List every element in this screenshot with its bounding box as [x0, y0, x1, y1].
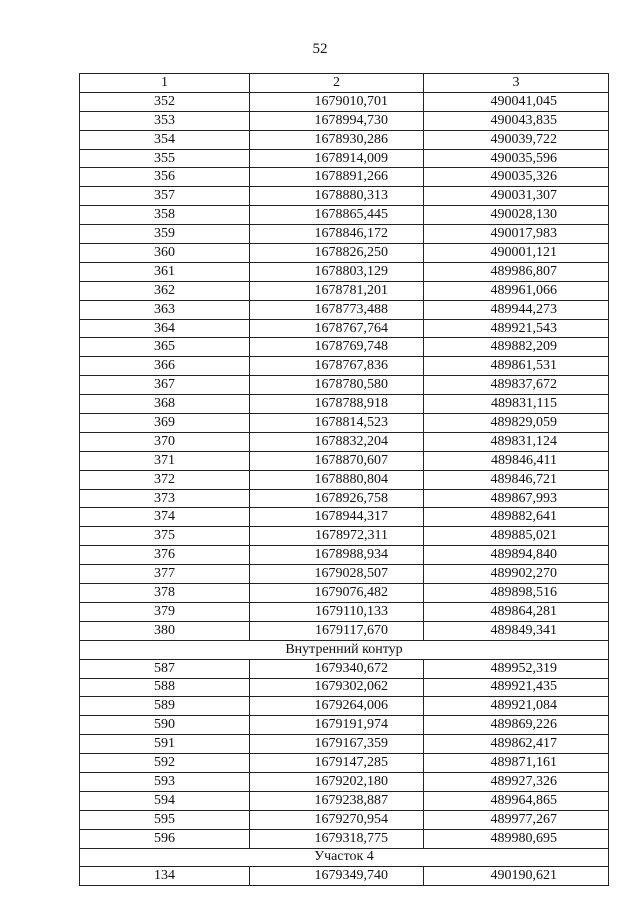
x-coordinate-cell: 1678846,172 — [250, 225, 424, 244]
x-coordinate-cell: 1679270,954 — [250, 810, 424, 829]
table-row — [80, 489, 609, 508]
x-coordinate-cell: 1678826,250 — [250, 244, 424, 263]
table-row — [80, 225, 609, 244]
table-row — [80, 716, 609, 735]
table-row — [80, 338, 609, 357]
point-number-cell: 368 — [80, 395, 250, 414]
x-coordinate-cell: 1679318,775 — [250, 829, 424, 848]
x-coordinate-cell: 1678972,311 — [250, 527, 424, 546]
column-header: 1 — [80, 74, 250, 93]
y-coordinate-cell: 489871,161 — [424, 754, 609, 773]
y-coordinate-cell: 490035,326 — [424, 168, 609, 187]
x-coordinate-cell: 1679167,359 — [250, 735, 424, 754]
point-number-cell: 356 — [80, 168, 250, 187]
point-number-cell: 374 — [80, 508, 250, 527]
point-number-cell: 357 — [80, 187, 250, 206]
table-header-row — [80, 74, 609, 93]
x-coordinate-cell: 1678880,313 — [250, 187, 424, 206]
x-coordinate-cell: 1678767,764 — [250, 319, 424, 338]
y-coordinate-cell: 489921,084 — [424, 697, 609, 716]
y-coordinate-cell: 490043,835 — [424, 111, 609, 130]
table-row — [80, 130, 609, 149]
y-coordinate-cell: 489829,059 — [424, 414, 609, 433]
point-number-cell: 364 — [80, 319, 250, 338]
x-coordinate-cell: 1678814,523 — [250, 414, 424, 433]
x-coordinate-cell: 1678988,934 — [250, 546, 424, 565]
y-coordinate-cell: 489861,531 — [424, 357, 609, 376]
y-coordinate-cell: 490031,307 — [424, 187, 609, 206]
x-coordinate-cell: 1679028,507 — [250, 565, 424, 584]
point-number-cell: 354 — [80, 130, 250, 149]
x-coordinate-cell: 1678880,804 — [250, 470, 424, 489]
column-header: 3 — [424, 74, 609, 93]
section-row — [80, 848, 609, 867]
x-coordinate-cell: 1678769,748 — [250, 338, 424, 357]
table-row — [80, 829, 609, 848]
table-row — [80, 621, 609, 640]
x-coordinate-cell: 1679010,701 — [250, 92, 424, 111]
table-row — [80, 300, 609, 319]
x-coordinate-cell: 1679264,006 — [250, 697, 424, 716]
table-row — [80, 754, 609, 773]
y-coordinate-cell: 489977,267 — [424, 810, 609, 829]
point-number-cell: 373 — [80, 489, 250, 508]
y-coordinate-cell: 489927,326 — [424, 772, 609, 791]
y-coordinate-cell: 489849,341 — [424, 621, 609, 640]
y-coordinate-cell: 489902,270 — [424, 565, 609, 584]
table-row — [80, 451, 609, 470]
table-row — [80, 810, 609, 829]
y-coordinate-cell: 489831,124 — [424, 432, 609, 451]
point-number-cell: 371 — [80, 451, 250, 470]
y-coordinate-cell: 489885,021 — [424, 527, 609, 546]
x-coordinate-cell: 1678767,836 — [250, 357, 424, 376]
x-coordinate-cell: 1678773,488 — [250, 300, 424, 319]
point-number-cell: 593 — [80, 772, 250, 791]
table-row — [80, 92, 609, 111]
table-row — [80, 262, 609, 281]
table-row — [80, 659, 609, 678]
point-number-cell: 355 — [80, 149, 250, 168]
point-number-cell: 379 — [80, 602, 250, 621]
table-row — [80, 791, 609, 810]
x-coordinate-cell: 1678926,758 — [250, 489, 424, 508]
point-number-cell: 365 — [80, 338, 250, 357]
point-number-cell: 362 — [80, 281, 250, 300]
x-coordinate-cell: 1679110,133 — [250, 602, 424, 621]
table-row — [80, 508, 609, 527]
y-coordinate-cell: 490190,621 — [424, 867, 609, 886]
x-coordinate-cell: 1678891,266 — [250, 168, 424, 187]
point-number-cell: 353 — [80, 111, 250, 130]
table-row — [80, 584, 609, 603]
table-row — [80, 678, 609, 697]
point-number-cell: 360 — [80, 244, 250, 263]
table-row — [80, 602, 609, 621]
point-number-cell: 134 — [80, 867, 250, 886]
x-coordinate-cell: 1678994,730 — [250, 111, 424, 130]
x-coordinate-cell: 1678781,201 — [250, 281, 424, 300]
x-coordinate-cell: 1678944,317 — [250, 508, 424, 527]
y-coordinate-cell: 490001,121 — [424, 244, 609, 263]
y-coordinate-cell: 489846,411 — [424, 451, 609, 470]
y-coordinate-cell: 490039,722 — [424, 130, 609, 149]
table-row — [80, 187, 609, 206]
table-row — [80, 697, 609, 716]
point-number-cell: 367 — [80, 376, 250, 395]
point-number-cell: 589 — [80, 697, 250, 716]
x-coordinate-cell: 1678914,009 — [250, 149, 424, 168]
table-row — [80, 206, 609, 225]
y-coordinate-cell: 489952,319 — [424, 659, 609, 678]
point-number-cell: 358 — [80, 206, 250, 225]
x-coordinate-cell: 1679076,482 — [250, 584, 424, 603]
x-coordinate-cell: 1679202,180 — [250, 772, 424, 791]
point-number-cell: 359 — [80, 225, 250, 244]
table-row — [80, 527, 609, 546]
x-coordinate-cell: 1679349,740 — [250, 867, 424, 886]
table-row — [80, 168, 609, 187]
point-number-cell: 363 — [80, 300, 250, 319]
y-coordinate-cell: 489921,435 — [424, 678, 609, 697]
y-coordinate-cell: 489898,516 — [424, 584, 609, 603]
y-coordinate-cell: 489964,865 — [424, 791, 609, 810]
point-number-cell: 380 — [80, 621, 250, 640]
x-coordinate-cell: 1679147,285 — [250, 754, 424, 773]
y-coordinate-cell: 489862,417 — [424, 735, 609, 754]
y-coordinate-cell: 490035,596 — [424, 149, 609, 168]
point-number-cell: 595 — [80, 810, 250, 829]
y-coordinate-cell: 489867,993 — [424, 489, 609, 508]
section-row — [80, 640, 609, 659]
y-coordinate-cell: 489961,066 — [424, 281, 609, 300]
point-number-cell: 590 — [80, 716, 250, 735]
y-coordinate-cell: 489921,543 — [424, 319, 609, 338]
section-title: Внутренний контур — [80, 640, 609, 659]
table-row — [80, 149, 609, 168]
x-coordinate-cell: 1678788,918 — [250, 395, 424, 414]
point-number-cell: 369 — [80, 414, 250, 433]
x-coordinate-cell: 1679340,672 — [250, 659, 424, 678]
y-coordinate-cell: 489986,807 — [424, 262, 609, 281]
table-row — [80, 432, 609, 451]
x-coordinate-cell: 1679191,974 — [250, 716, 424, 735]
table-row — [80, 244, 609, 263]
x-coordinate-cell: 1678865,445 — [250, 206, 424, 225]
table-row — [80, 319, 609, 338]
point-number-cell: 352 — [80, 92, 250, 111]
table-body — [80, 92, 609, 885]
point-number-cell: 588 — [80, 678, 250, 697]
x-coordinate-cell: 1678870,607 — [250, 451, 424, 470]
point-number-cell: 596 — [80, 829, 250, 848]
x-coordinate-cell: 1679302,062 — [250, 678, 424, 697]
table-row — [80, 111, 609, 130]
y-coordinate-cell: 490028,130 — [424, 206, 609, 225]
x-coordinate-cell: 1679117,670 — [250, 621, 424, 640]
point-number-cell: 594 — [80, 791, 250, 810]
point-number-cell: 378 — [80, 584, 250, 603]
y-coordinate-cell: 489869,226 — [424, 716, 609, 735]
x-coordinate-cell: 1678780,580 — [250, 376, 424, 395]
y-coordinate-cell: 489831,115 — [424, 395, 609, 414]
y-coordinate-cell: 489837,672 — [424, 376, 609, 395]
y-coordinate-cell: 489980,695 — [424, 829, 609, 848]
table-row — [80, 565, 609, 584]
point-number-cell: 376 — [80, 546, 250, 565]
x-coordinate-cell: 1678832,204 — [250, 432, 424, 451]
point-number-cell: 375 — [80, 527, 250, 546]
point-number-cell: 366 — [80, 357, 250, 376]
x-coordinate-cell: 1679238,887 — [250, 791, 424, 810]
point-number-cell: 361 — [80, 262, 250, 281]
table-row — [80, 376, 609, 395]
point-number-cell: 372 — [80, 470, 250, 489]
point-number-cell: 592 — [80, 754, 250, 773]
y-coordinate-cell: 489864,281 — [424, 602, 609, 621]
table-row — [80, 414, 609, 433]
table-row — [80, 281, 609, 300]
point-number-cell: 591 — [80, 735, 250, 754]
table-row — [80, 546, 609, 565]
table-row — [80, 470, 609, 489]
x-coordinate-cell: 1678930,286 — [250, 130, 424, 149]
section-title: Участок 4 — [80, 848, 609, 867]
point-number-cell: 587 — [80, 659, 250, 678]
table-row — [80, 735, 609, 754]
y-coordinate-cell: 490017,983 — [424, 225, 609, 244]
table-row — [80, 357, 609, 376]
y-coordinate-cell: 489944,273 — [424, 300, 609, 319]
y-coordinate-cell: 489846,721 — [424, 470, 609, 489]
page-number: 52 — [312, 41, 328, 57]
y-coordinate-cell: 489894,840 — [424, 546, 609, 565]
column-header: 2 — [250, 74, 424, 93]
y-coordinate-cell: 490041,045 — [424, 92, 609, 111]
point-number-cell: 377 — [80, 565, 250, 584]
table-row — [80, 867, 609, 886]
x-coordinate-cell: 1678803,129 — [250, 262, 424, 281]
table-row — [80, 772, 609, 791]
y-coordinate-cell: 489882,209 — [424, 338, 609, 357]
coordinates-table — [79, 73, 609, 886]
table-row — [80, 395, 609, 414]
y-coordinate-cell: 489882,641 — [424, 508, 609, 527]
point-number-cell: 370 — [80, 432, 250, 451]
